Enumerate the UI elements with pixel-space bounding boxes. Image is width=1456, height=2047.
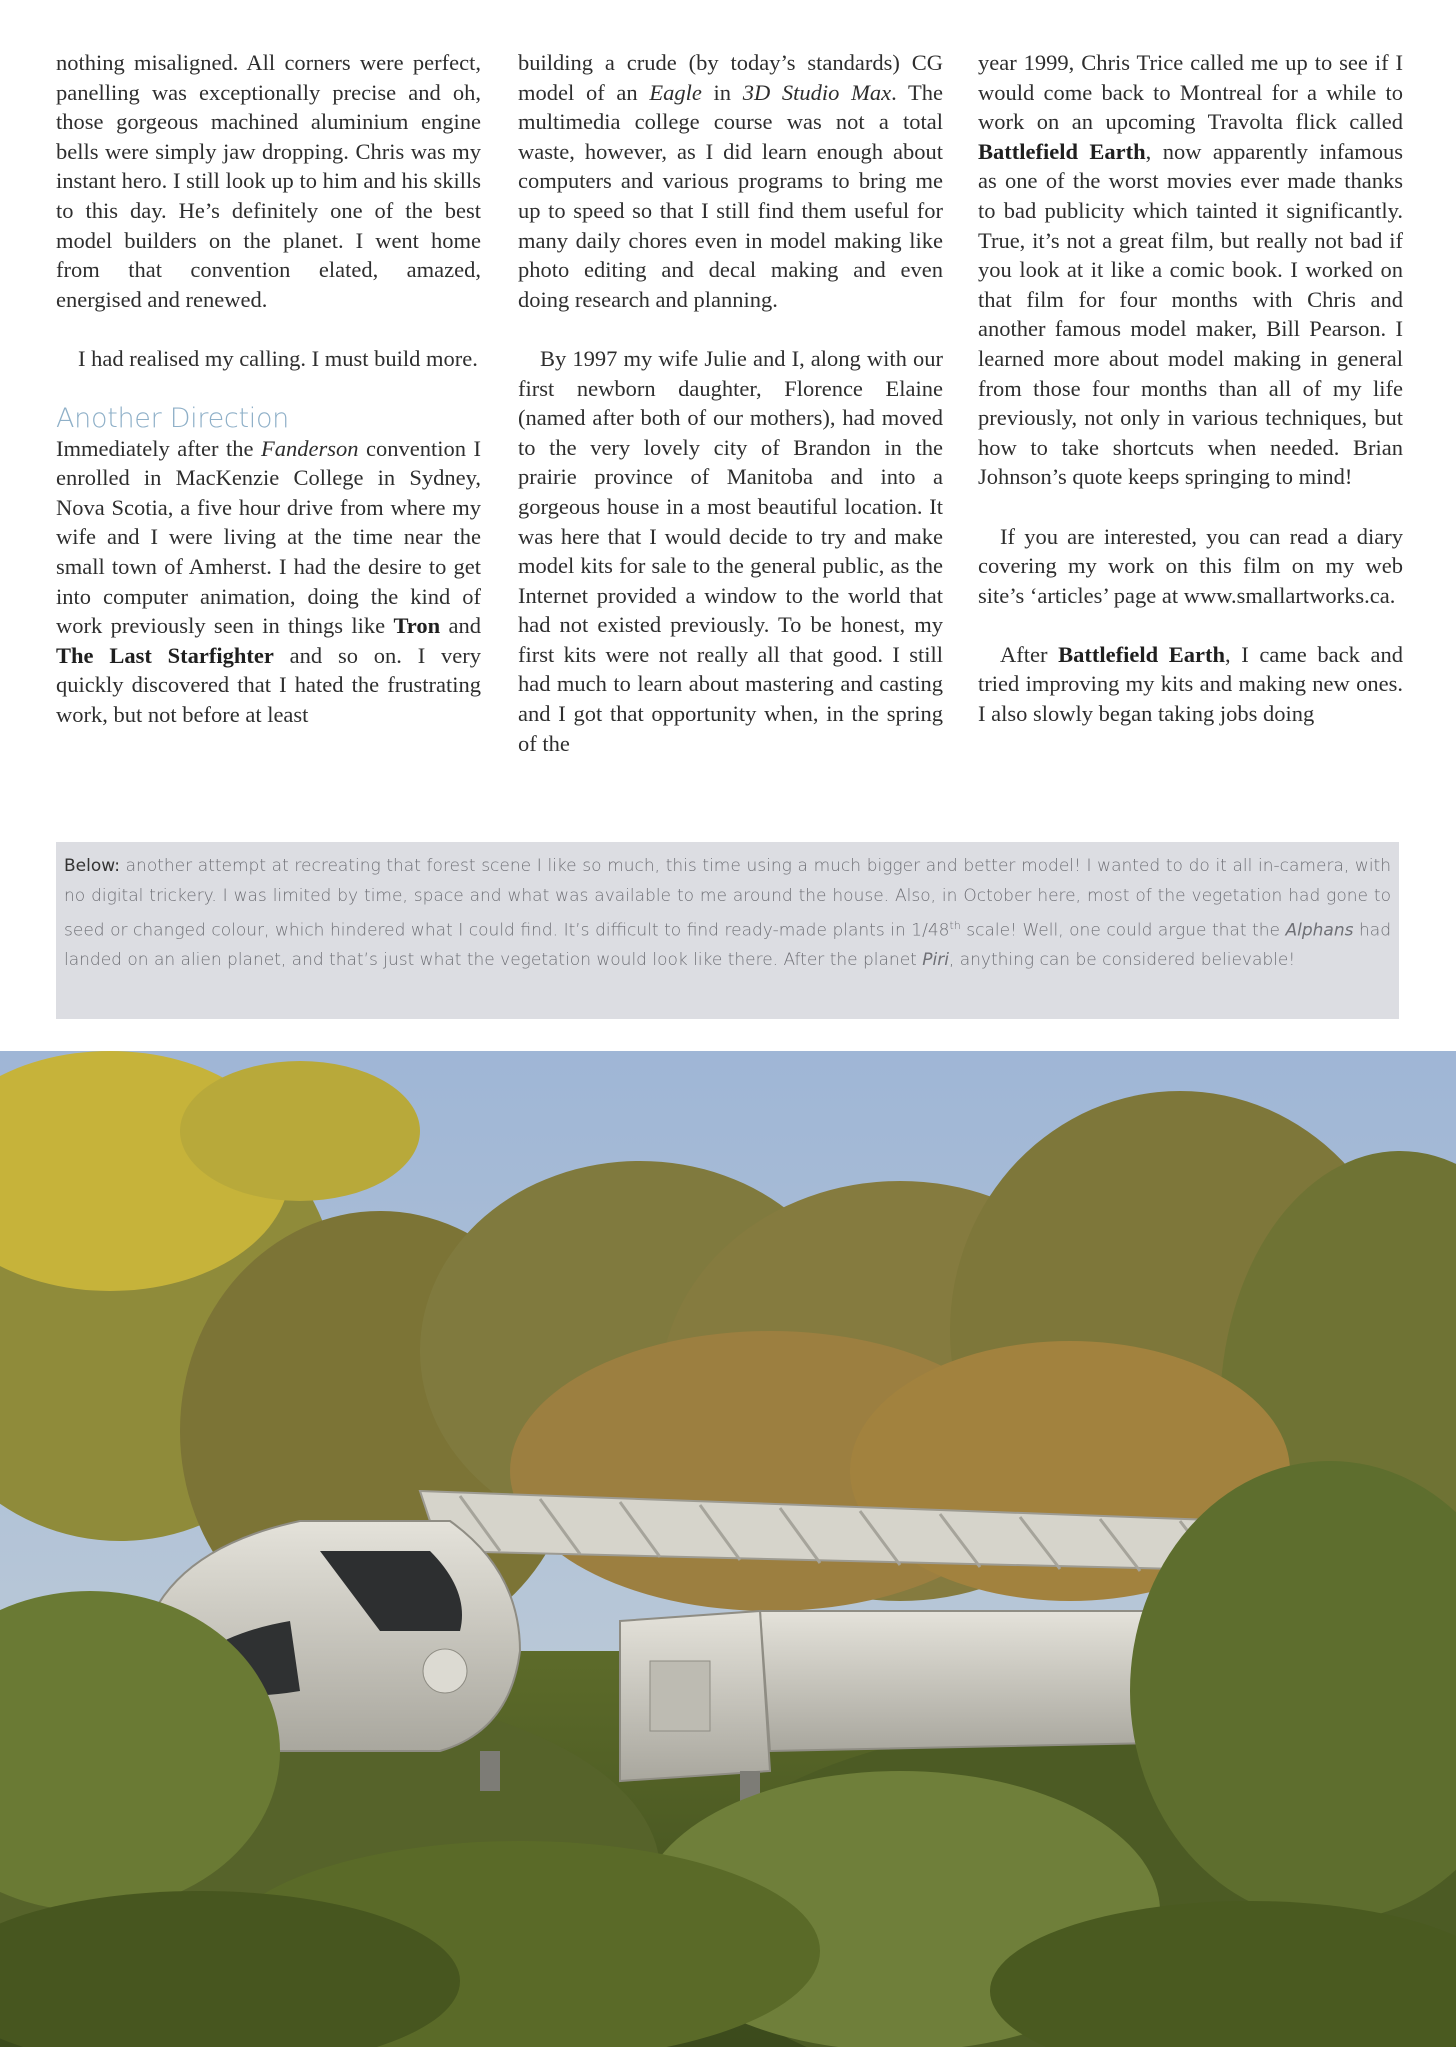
photo-caption-box bbox=[56, 842, 1399, 1019]
caption-lead: Below: bbox=[64, 856, 120, 876]
text-column-3 bbox=[978, 48, 1403, 729]
paragraph: After Battlefield Earth, I came back and tried improving my kits and making new ones. I also slowly began taking jobs doing bbox=[978, 641, 1403, 727]
paragraph: Immediately after the Fanderson convention I enrolled in MacKenzie College in Sydney, Nova Scotia, a five hour drive from where my wife and I were living at the time near the small town of Amherst. I had the desire to get into computer animation, doing the kind of work previously seen in things like Tron and The Last Starfighter and so on. I very quickly discovered that I hated the frustrating work, but not before at least bbox=[56, 435, 482, 727]
text-column-1 bbox=[56, 48, 481, 729]
paragraph: building a crude (by today’s standards) CG model of an Eagle in 3D Studio Max. The multimedia college course was not a total waste, however, as I did learn enough about computers and various programs to bring me up to speed so that I still find them useful for many daily chores even in model making like photo editing and decal making and even doing research and planning. bbox=[518, 50, 944, 312]
paragraph: By 1997 my wife Julie and I, along with our first newborn daughter, Florence Elaine (named after both of our mothers), had moved to the very lovely city of Brandon in the prairie province of Manitoba and into a gorgeous house in a most beautiful location. It was here that I would decide to try and make model kits for sale to the general public, as the Internet provided a window to the world that had not existed previously. To be honest, my first kits were not really all that good. I still had much to learn about mastering and casting and I got that opportunity when, in the spring of the bbox=[518, 345, 943, 756]
eagle-model-photo bbox=[0, 1051, 1456, 2047]
section-heading: Another Direction bbox=[56, 402, 289, 434]
paragraph: year 1999, Chris Trice called me up to see if I would come back to Montreal for a while to work on an upcoming Travolta flick called Battlefield Earth, now apparently infamous as one of the worst movies ever made thanks to bad publicity which tainted it significantly. True, it’s not a great film, but really not bad if you look at it like a comic book. I worked on that film for four months with Chris and another famous model maker, Bill Pearson. I learned more about model making in general from those four months than all of my life previously, not only in various techniques, but how to take shortcuts when needed. Brian Johnson’s quote keeps springing to mind! bbox=[978, 50, 1403, 490]
paragraph: If you are interested, you can read a diary covering my work on this film on my web site’s ‘articles’ page at www.smallartworks.ca. bbox=[978, 523, 1403, 608]
paragraph: nothing misaligned. All corners were perfect, panelling was exceptionally precise and oh, those gorgeous machined aluminium engine bells were simply jaw dropping. Chris was my instant hero. I still look up to him and his skills to this day. He’s definitely one of the best model builders on the planet. I went home from that convention elated, amazed, energised and renewed. bbox=[56, 50, 481, 312]
paragraph: I had realised my calling. I must build more. bbox=[78, 345, 478, 371]
photo-caption: Below: another attempt at recreating that forest scene I like so much, this time using a much bigger and better model! I wanted to do it all in-camera, with no digital trickery. I was limited by time, space and what was available to me around the house. Also, in October here, most of the vegetation had gone to seed or changed colour, which hindered what I could find. It’s difficult to find ready-made plants in 1/48th scale! Well, one could argue that the Alphans had landed on an alien planet, and that’s just what the vegetation would look like there. After the planet Piri, anything can be considered believable! bbox=[64, 856, 1391, 971]
text-column-2 bbox=[518, 48, 943, 758]
eagle-model-illustration bbox=[0, 1051, 1456, 2047]
